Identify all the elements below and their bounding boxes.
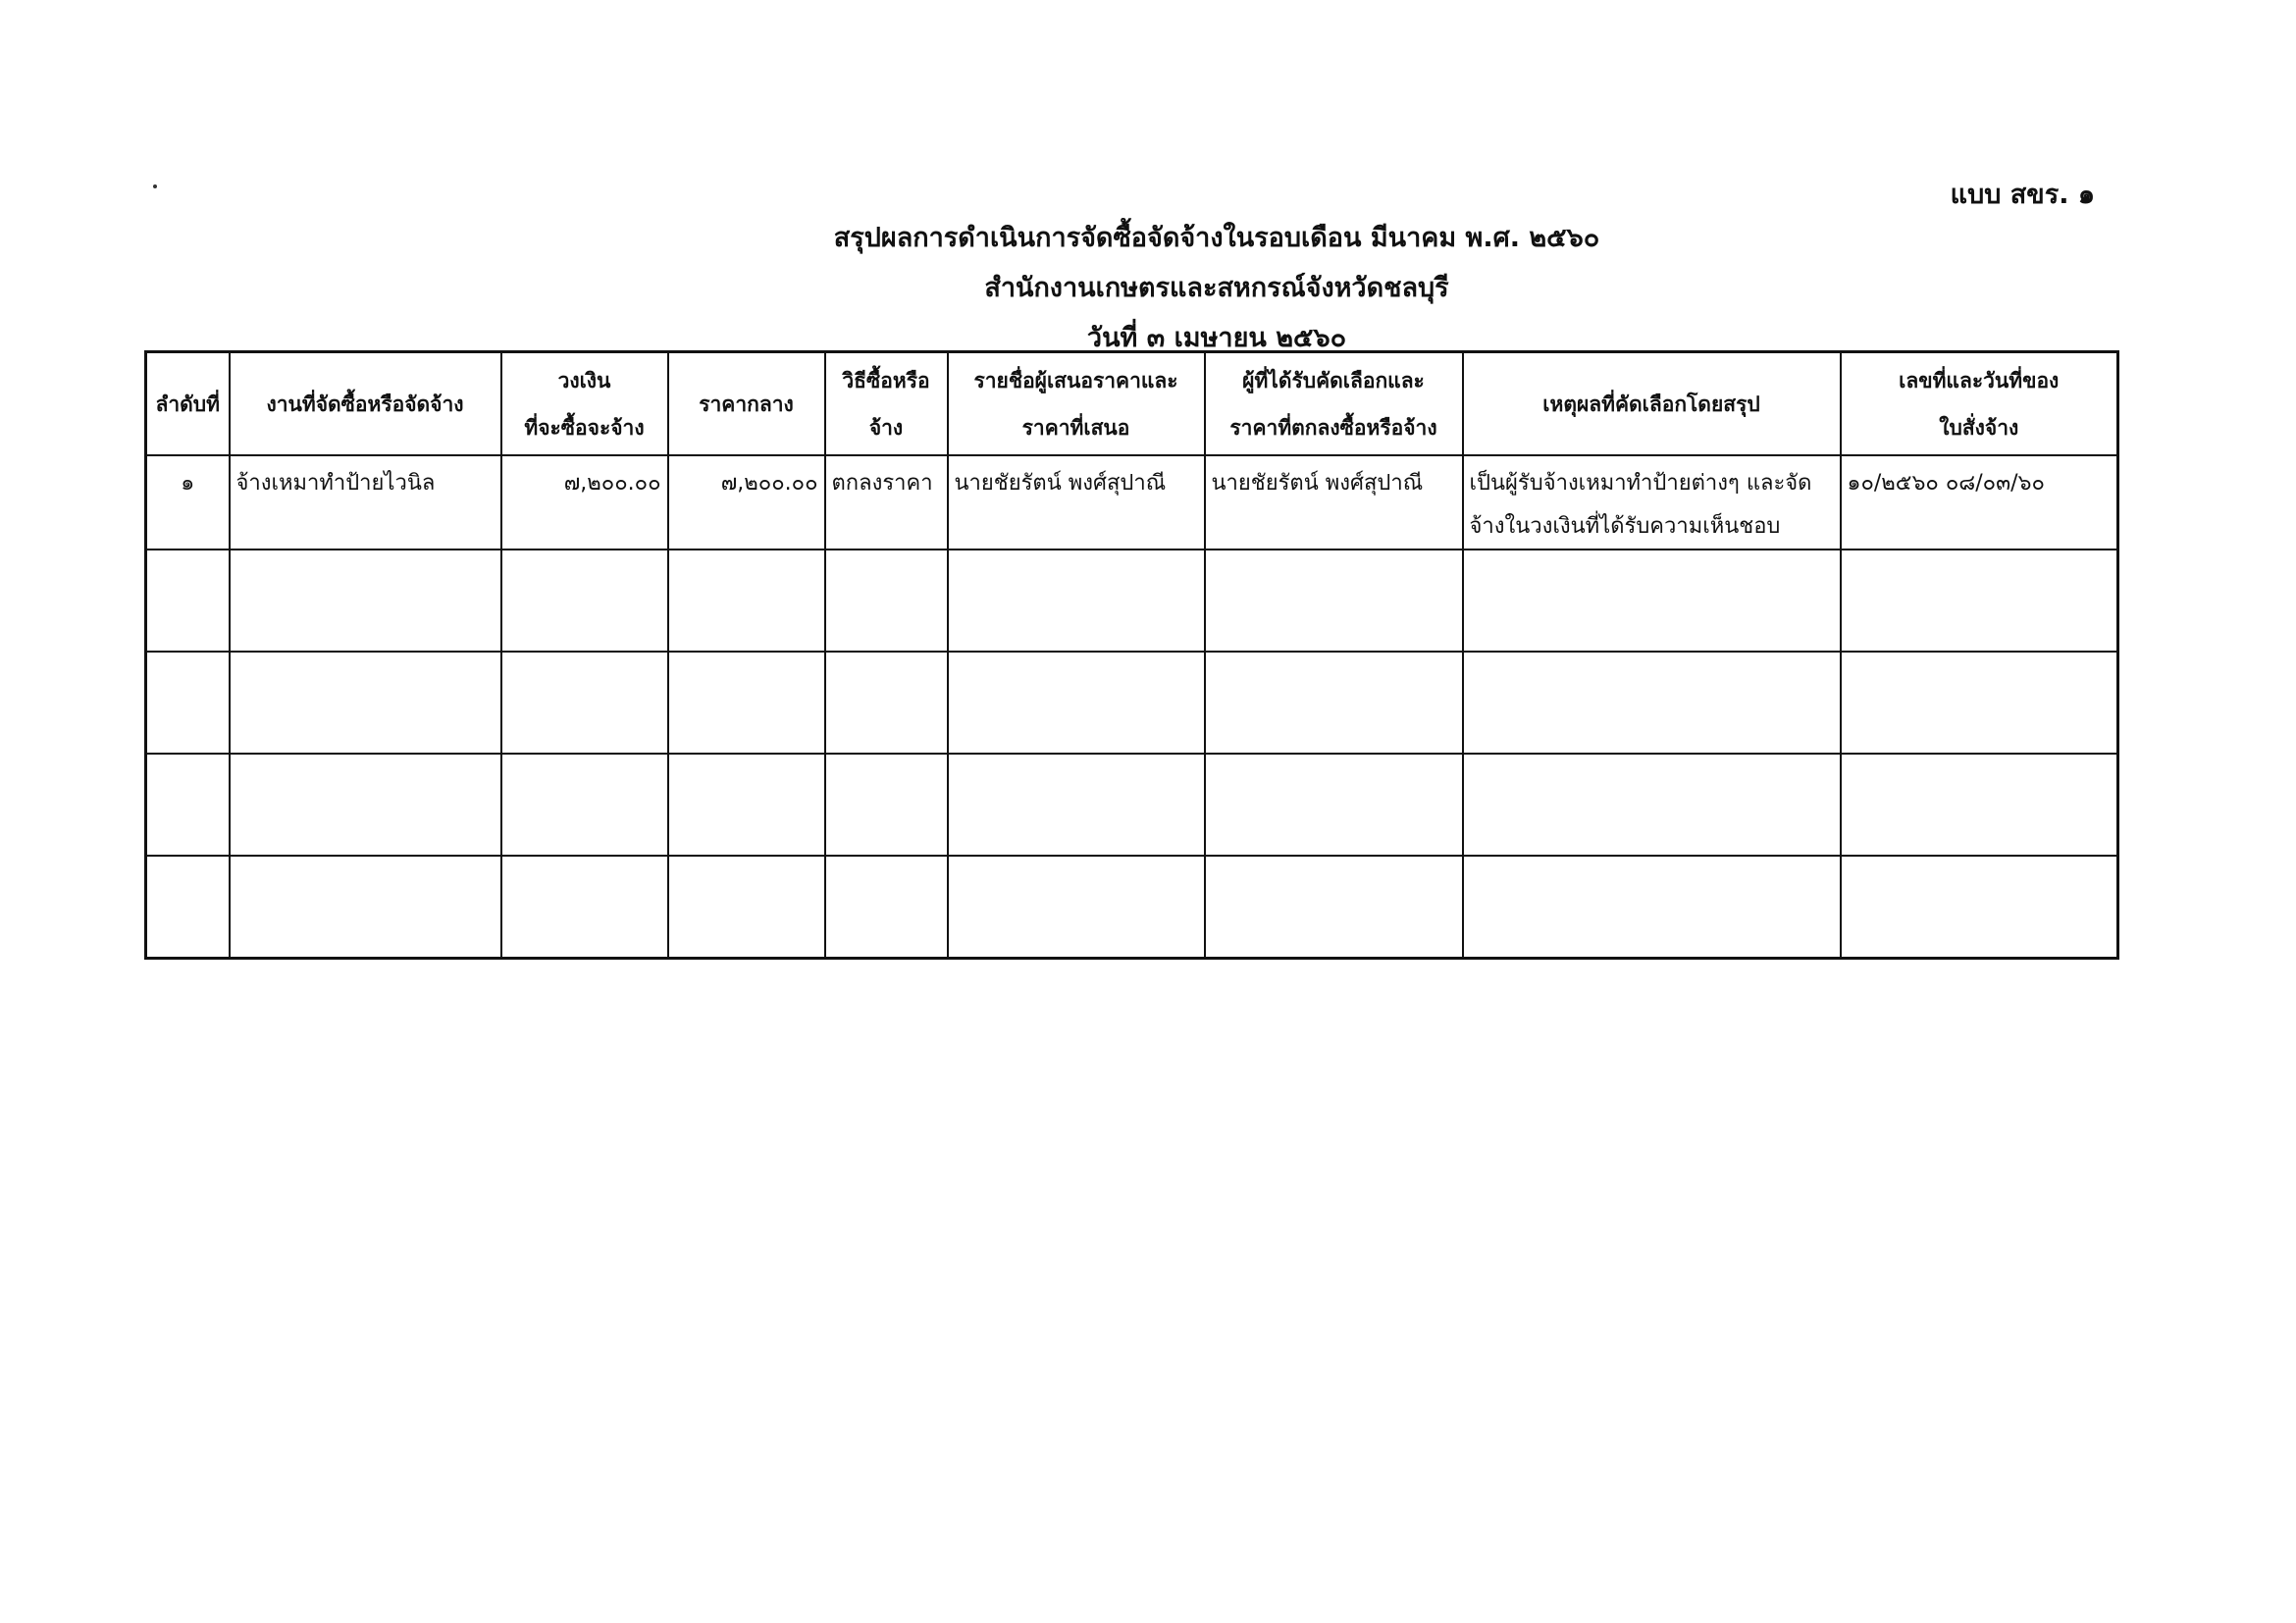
- empty-cell: [1205, 856, 1463, 959]
- empty-cell: [1841, 652, 2118, 754]
- table-header-row: [146, 352, 2118, 456]
- empty-cell: [825, 754, 948, 856]
- empty-cell: [825, 652, 948, 754]
- empty-cell: [1463, 652, 1841, 754]
- empty-cell: [668, 754, 825, 856]
- cell-bidders: นายชัยรัตน์ พงศ์สุปาณี: [948, 455, 1205, 550]
- empty-cell: [501, 754, 668, 856]
- form-code: แบบ สขร. ๑: [1950, 180, 2095, 210]
- empty-cell: [230, 550, 501, 652]
- document-title: สรุปผลการดำเนินการจัดซื้อจัดจ้างในรอบเดือน มีนาคม พ.ศ. ๒๕๖๐: [833, 223, 1600, 253]
- table-row: [146, 856, 2118, 959]
- empty-cell: [1463, 754, 1841, 856]
- cell-order-ref: ๑๐/๒๕๖๐ ๐๘/๐๓/๖๐: [1841, 455, 2118, 550]
- col-header-median-price: ราคากลาง: [668, 352, 825, 456]
- cell-reason: เป็นผู้รับจ้างเหมาทำป้ายต่างๆ และจัด จ้างในวงเงินที่ได้รับความเห็นชอบ: [1463, 455, 1841, 550]
- report-date: วันที่ ๓ เมษายน ๒๕๖๐: [1086, 323, 1347, 353]
- col-header-order-ref: เลขที่และวันที่ของ ใบสั่งจ้าง: [1841, 352, 2118, 456]
- cell-method: ตกลงราคา: [825, 455, 948, 550]
- empty-cell: [668, 652, 825, 754]
- empty-cell: [501, 856, 668, 959]
- empty-cell: [230, 652, 501, 754]
- empty-cell: [1841, 550, 2118, 652]
- empty-cell: [146, 754, 230, 856]
- empty-cell: [668, 856, 825, 959]
- cell-selected: นายชัยรัตน์ พงศ์สุปาณี: [1205, 455, 1463, 550]
- empty-cell: [1841, 856, 2118, 959]
- empty-cell: [230, 856, 501, 959]
- empty-cell: [1205, 754, 1463, 856]
- empty-cell: [948, 856, 1205, 959]
- empty-cell: [501, 550, 668, 652]
- empty-cell: [948, 754, 1205, 856]
- empty-cell: [825, 856, 948, 959]
- empty-cell: [146, 550, 230, 652]
- cell-item: จ้างเหมาทำป้ายไวนิล: [230, 455, 501, 550]
- col-header-budget: วงเงิน ที่จะซื้อจะจ้าง: [501, 352, 668, 456]
- empty-cell: [1841, 754, 2118, 856]
- table-row: [146, 550, 2118, 652]
- empty-cell: [230, 754, 501, 856]
- col-header-reason: เหตุผลที่คัดเลือกโดยสรุป: [1463, 352, 1841, 456]
- empty-cell: [1463, 856, 1841, 959]
- empty-cell: [668, 550, 825, 652]
- col-header-method: วิธีซื้อหรือ จ้าง: [825, 352, 948, 456]
- col-header-no: ลำดับที่: [146, 352, 230, 456]
- col-header-selected: ผู้ที่ได้รับคัดเลือกและ ราคาที่ตกลงซื้อหรือจ้าง: [1205, 352, 1463, 456]
- empty-cell: [146, 856, 230, 959]
- empty-cell: [948, 652, 1205, 754]
- cell-no: ๑: [146, 455, 230, 550]
- empty-cell: [1463, 550, 1841, 652]
- cell-budget: ๗,๒๐๐.๐๐: [501, 455, 668, 550]
- empty-cell: [948, 550, 1205, 652]
- office-name: สำนักงานเกษตรและสหกรณ์จังหวัดชลบุรี: [984, 273, 1449, 303]
- table-row: [146, 652, 2118, 754]
- empty-cell: [825, 550, 948, 652]
- stray-dot: [153, 184, 157, 188]
- cell-median-price: ๗,๒๐๐.๐๐: [668, 455, 825, 550]
- empty-cell: [1205, 652, 1463, 754]
- table-row: [146, 455, 2118, 550]
- empty-cell: [146, 652, 230, 754]
- table-row: [146, 754, 2118, 856]
- col-header-item: งานที่จัดซื้อหรือจัดจ้าง: [230, 352, 501, 456]
- col-header-bidders: รายชื่อผู้เสนอราคาและ ราคาที่เสนอ: [948, 352, 1205, 456]
- procurement-table: [144, 350, 2119, 960]
- empty-cell: [1205, 550, 1463, 652]
- empty-cell: [501, 652, 668, 754]
